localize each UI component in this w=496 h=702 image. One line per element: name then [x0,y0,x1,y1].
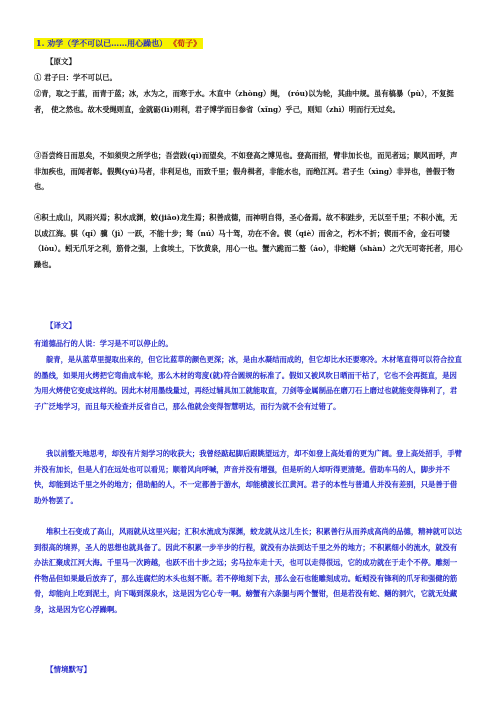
translation-paragraph-2: 靛青，是从蓝草里提取出来的，但它比蓝草的颜色更深；冰，是由水凝结而成的，但它却比水还要寒冷。木材笔直得可以符合拉直的墨线，如果用火烤把它弯曲成车轮，那么木材的弯度(就)符合圆规的标准了。假如又被风吹日晒而干枯了，它也不会再挺直，是因为用火烤使它变成这样的。因此木材用墨线量过，再经过辅具加工就能取直，刀剑等金属制品在磨刀石上磨过也就能变得锋利了，君子广泛地学习，而且每天检查并反省自己，那么他就会变得智慧明达，而行为就不会有过错了。 [34,355,462,411]
translation-paragraph-3: 我以前整天地思考，却没有片刻学习的收获大；我曾经踮起脚后跟眺望远方，却不如登上高处看的更为广阔。登上高处招手，手臂并没有加长，但是人们在远处也可以看见；顺着风向呼喊，声音并没有增强，但是听的人却听得更清楚。借助车马的人，脚步并不快，却能到达千里之外的地方；借助船的人，不一定都善于游水，却能横渡长江黄河。君子的本性与普通人并没有差别，只是善于借助外物罢了。 [34,449,462,505]
translation-paragraph-4: 堆积土石变成了高山，风雨就从这里兴起；汇积水流成为深渊，蛟龙就从这儿生长；积累善行从而养成高尚的品德，精神就可以达到很高的境界，圣人的思想也就具备了。因此不积累一步半步的行程，就没有办法到达千里之外的地方；不积累细小的流水，就没有办法汇聚成江河大海。千里马一次跨越，也跃不出十步之远；劣马拉车走十天，也可以走得很远，它的成功就在于走个不停。雕刻一件物品但如果最后放弃了，那么连腐烂的木头也刻不断。若不停地刻下去，那么金石也能雕刻成功。蚯蚓没有锋利的爪牙和强健的筋骨，却能向上吃到泥土，向下喝到深泉水，这是因为它心专一啊。螃蟹有六条腿与两个蟹钳，但是若没有蛇、鳝的洞穴，它就无处藏身，这是因为它心浮躁啊。 [34,527,462,614]
original-paragraph-3: ③吾尝终日而思矣，不如须臾之所学也；吾尝跂(qì)而望矣，不如登高之博见也。登高而招，臂非加长也，而见者远；顺风而呼，声非加疾也，而闻者彰。假舆(yú)马者，非利足也，而致千里；假舟楫者，非能水也，而绝江河。君子生（xìng）非异也，善假于物也。 [34,151,458,191]
heading-source: 《荀子》 [173,38,202,48]
original-paragraph-4: ④积土成山，风雨兴焉；积水成渊，蛟(jiāo)龙生焉；积善成德，而神明自得，圣心备焉。故不积跬步，无以至千里；不积小流，无以成江海。骐（qí）骥（jì）一跃，不能十步；驽（nú）马十驾，功在不舍。锲（qiè）而舍之，朽木不折；锲而不舍，金石可镂（lòu）。蚓无爪牙之利，筋骨之强，上食埃土，下饮黄泉，用心一也。蟹六跪而二螯（áo），非蛇鳝（shàn）之穴无可寄托者，用心躁也。 [34,213,463,269]
section-heading [34,38,203,49]
original-label: 【原文】 [46,57,76,66]
context-dictation-label: 【情境默写】 [46,665,91,674]
original-paragraph-2: ②青，取之于蓝，而青于蓝；冰，水为之，而寒于水。木直中（zhòng）绳， (róu)以为轮，其曲中规。虽有槁暴（pù），不复挺者， 使之然也。故木受绳则直，金就砺(lì)则利，君子博学而日参省（xǐng）乎己，则知（zhì）明而行无过矣。 [34,89,454,114]
original-paragraph-1: ① 君子曰：学不可以已。 [34,73,117,82]
translation-label: 【译文】 [46,321,76,330]
heading-title: 1. 劝学（学不可以已……用心躁也） [36,38,168,48]
translation-paragraph-1: 有道德品行的人说：学习是不可以停止的。 [34,339,173,348]
